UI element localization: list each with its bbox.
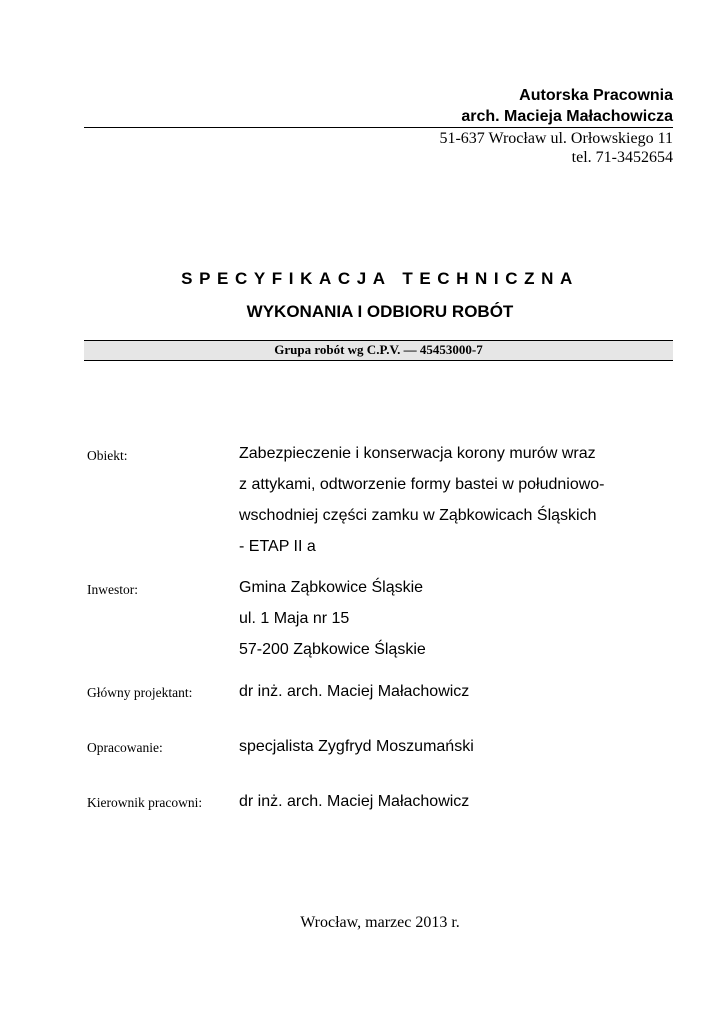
chief-designer-value: dr inż. arch. Maciej Małachowicz <box>239 683 470 700</box>
prepared-by-label: Opracowanie: <box>87 740 163 755</box>
object-line: z attykami, odtworzenie formy bastei w południowo- <box>239 476 605 493</box>
investor-line: Gmina Ząbkowice Śląskie <box>239 579 424 596</box>
object-line: wschodniej części zamku w Ząbkowicach Śląskich <box>239 507 597 524</box>
investor-line: ul. 1 Maja nr 15 <box>239 610 350 627</box>
object-label: Obiekt: <box>87 448 128 463</box>
office-phone: tel. 71-3452654 <box>571 149 673 166</box>
object-line: Zabezpieczenie i konserwacja korony murów wraz <box>239 445 596 462</box>
studio-head-label: Kierownik pracowni: <box>87 795 203 810</box>
prepared-by-value: specjalista Zygfryd Moszumański <box>239 738 474 755</box>
office-name-line2: arch. Macieja Małachowicza <box>461 108 673 125</box>
office-name-line1: Autorska Pracownia <box>519 87 673 104</box>
document-subtitle: WYKONANIA I ODBIORU ROBÓT <box>246 302 514 321</box>
place-and-date: Wrocław, marzec 2013 r. <box>300 914 460 931</box>
document-title: SPECYFIKACJA TECHNICZNA <box>181 269 579 288</box>
header-divider <box>84 127 673 128</box>
object-line: - ETAP II a <box>239 538 316 555</box>
investor-label: Inwestor: <box>87 582 138 597</box>
object-value <box>239 438 605 562</box>
investor-line: 57-200 Ząbkowice Śląskie <box>239 641 426 658</box>
office-address: 51-637 Wrocław ul. Orłowskiego 11 <box>439 130 673 147</box>
studio-head-value: dr inż. arch. Maciej Małachowicz <box>239 793 470 810</box>
cpv-code: Grupa robót wg C.P.V. — 45453000-7 <box>274 342 483 357</box>
chief-designer-label: Główny projektant: <box>87 685 193 700</box>
investor-value <box>239 572 426 665</box>
